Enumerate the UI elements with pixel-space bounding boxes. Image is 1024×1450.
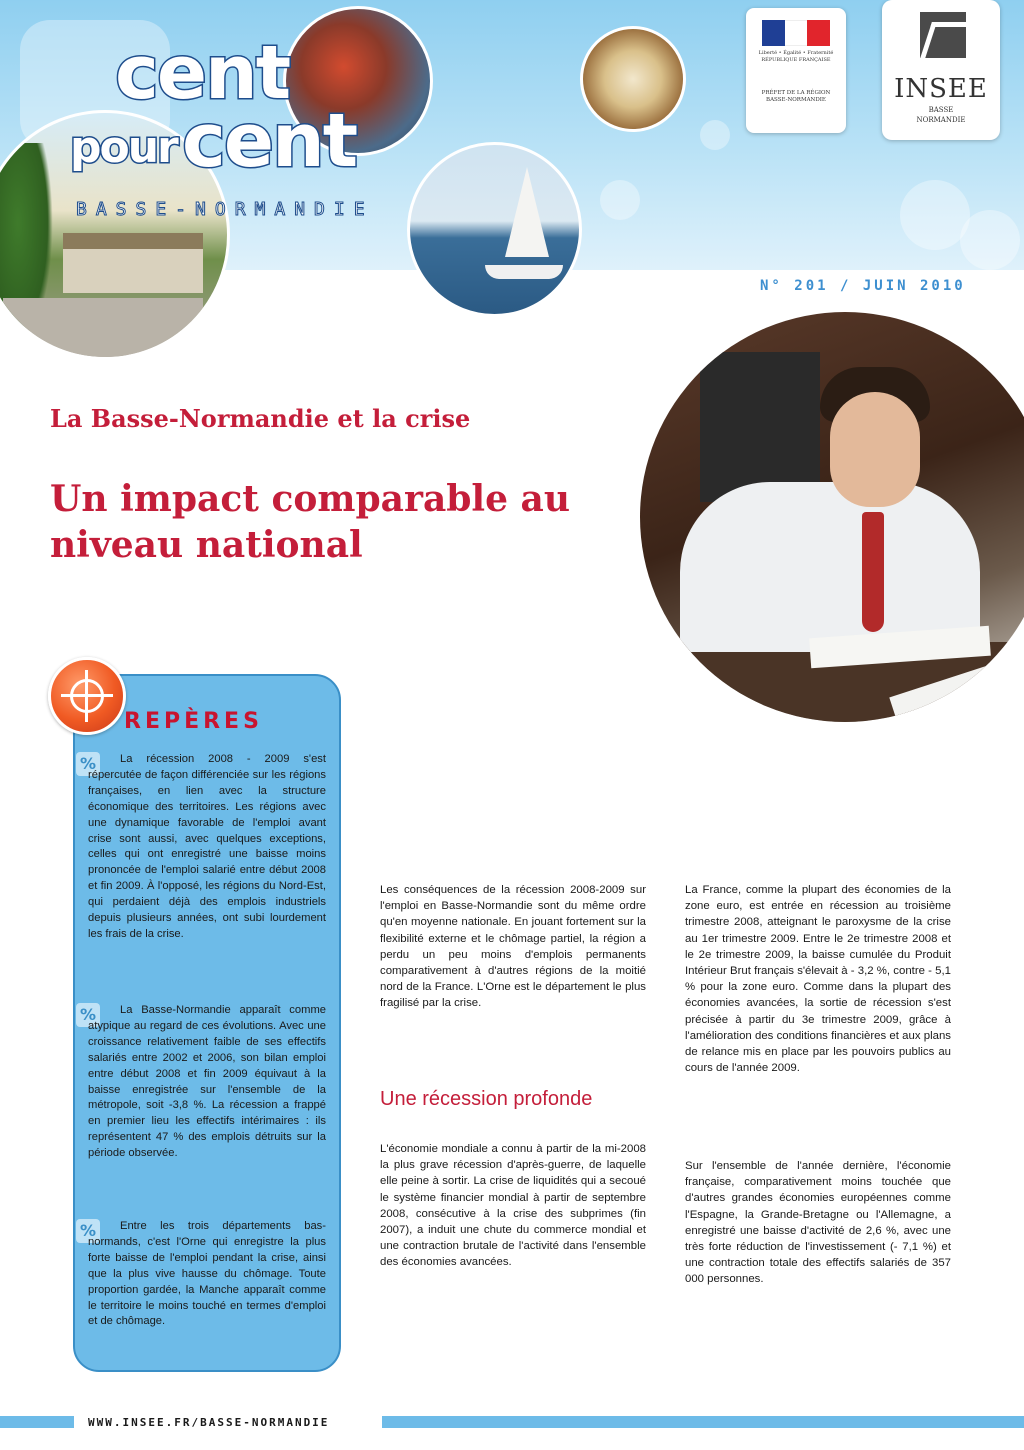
reperes-item: La Basse-Normandie apparaît comme atypique au regard de ces évolutions. Avec une croissance relativement faible de ses effectifs salariés entre 2002 et 2006, son bilan emploi entre début 2008 et fin 2009 équivaut à la baisse enregistrée sur l'ensemble de la métropole, soit -3,8 %. La récession a frappé en premier lieu les effectifs intérimaires : ils représentent 47 % des emplois détruits sur la période observée. <box>88 1004 326 1160</box>
insee-mark-icon <box>920 12 966 58</box>
logo-word-bottom: cent <box>182 98 357 184</box>
article-paragraph: La France, comme la plupart des économies de la zone euro, est entrée en récession au troisième trimestre 2008, atteignant le paroxysme de la crise au 1er trimestre 2009. Entre le 2e trimestre 2008 et le 2e trimestre 2009, la baisse cumulée du Produit Intérieur Brut français s'élevait à - 3,2 %, contre - 5,1 % pour la zone euro. Comme dans la plupart des économies avancées, la sortie de récession s'est précisée à partir du 3e trimestre 2009, grâce à l'amélioration des conditions financières et aux plans de relance mis en place par les pouvoirs publics au cours de l'année 2009. <box>685 884 951 1075</box>
cent-pour-cent-logo <box>70 30 450 200</box>
reperes-heading: REPÈRES <box>124 709 263 734</box>
insee-word: INSEE <box>894 74 988 104</box>
footer-bar <box>0 1416 74 1428</box>
reperes-item: Entre les trois départements bas-normands, c'est l'Orne qui enregistre la plus forte baisse de l'emploi pendant la crise, ainsi que la plus vive hausse du chômage. Toute proportion gardée, la Manche apparaît comme le territoire le moins touché en termes d'emploi et de chômage. <box>88 1220 326 1328</box>
article-intro: Les conséquences de la récession 2008-2009 sur l'emploi en Basse-Normandie sont du même ordre qu'en moyenne nationale. En jouant fortement sur la flexibilité externe et le chômage partiel, la région a perdu un peu moins d'emplois permanents comparativement à d'autres régions de la moitié nord de la France. L'Orne est le département le plus fragilisé par la crise. <box>380 884 646 1010</box>
prefet-title: PRÉFET DE LA RÉGION BASSE-NORMANDIE <box>761 90 831 104</box>
logo-region: BASSE-NORMANDIE <box>76 199 374 220</box>
footer-url-link[interactable]: WWW.INSEE.FR/BASSE-NORMANDIE <box>88 1416 330 1429</box>
logo-word-top: cent <box>115 30 290 116</box>
section-title: Une récession profonde <box>380 1088 593 1110</box>
issue-number-date: N° 201 / JUIN 2010 <box>760 278 966 294</box>
insee-logo <box>882 0 1000 140</box>
kicker-title: La Basse-Normandie et la crise <box>50 404 471 433</box>
stressed-worker-photo <box>640 312 1024 722</box>
percent-icon: % <box>76 752 100 776</box>
footer-bar <box>382 1416 1024 1428</box>
decor-bubble <box>700 120 730 150</box>
decor-bubble <box>600 180 640 220</box>
percent-icon: % <box>76 1003 100 1027</box>
logo-word-pour: pour <box>70 122 177 173</box>
cheese-photo <box>580 26 686 132</box>
percent-icon: % <box>76 1219 100 1243</box>
prefet-motto: Liberté • Égalité • Fraternité RÉPUBLIQUE FRANÇAISE <box>758 50 834 63</box>
insee-sub-basse: BASSE <box>928 106 954 114</box>
target-icon <box>48 657 126 735</box>
page-title: Un impact comparable au niveau national <box>50 478 571 566</box>
prefet-logo <box>746 8 846 133</box>
decor-bubble <box>960 210 1020 270</box>
reperes-item: La récession 2008 - 2009 s'est répercutée de façon différenciée sur les régions françaises, en lien avec la structure économique des territoires. Les régions avec une dynamique favorable de l'emploi avant crise sont aussi, avec quelques exceptions, celles qui ont enregistré une baisse moins prononcée de l'emploi salarié entre début 2008 et fin 2009. À l'opposé, les régions du Nord-Est, qui perdaient déjà des emplois industriels depuis plusieurs années, ont subi lourdement les frais de la crise. <box>88 753 326 940</box>
article-paragraph: Sur l'ensemble de l'année dernière, l'économie française, comparativement moins touchée que d'autres grandes économies européennes comme l'Espagne, la Grande-Bretagne ou l'Allemagne, a enregistré une baisse d'activité de 2,6 %, avec une très forte réduction de l'investissement (- 7,1 %) et une contraction totale des effectifs salariés de 357 000 personnes. <box>685 1160 951 1286</box>
insee-sub-normandie: NORMANDIE <box>916 116 966 124</box>
article-paragraph: L'économie mondiale a connu à partir de la mi-2008 la plus grave récession d'après-guerre, de laquelle elle peine à sortir. La crise de liquidités qui a secoué le système financier mondial à partir de septembre 2008, consécutive à la crise des subprimes (fin 2007), a induit une chute du commerce mondial et une contraction brutale de l'activité dans l'ensemble des économies avancées. <box>380 1143 646 1269</box>
french-flag-icon <box>762 20 830 46</box>
